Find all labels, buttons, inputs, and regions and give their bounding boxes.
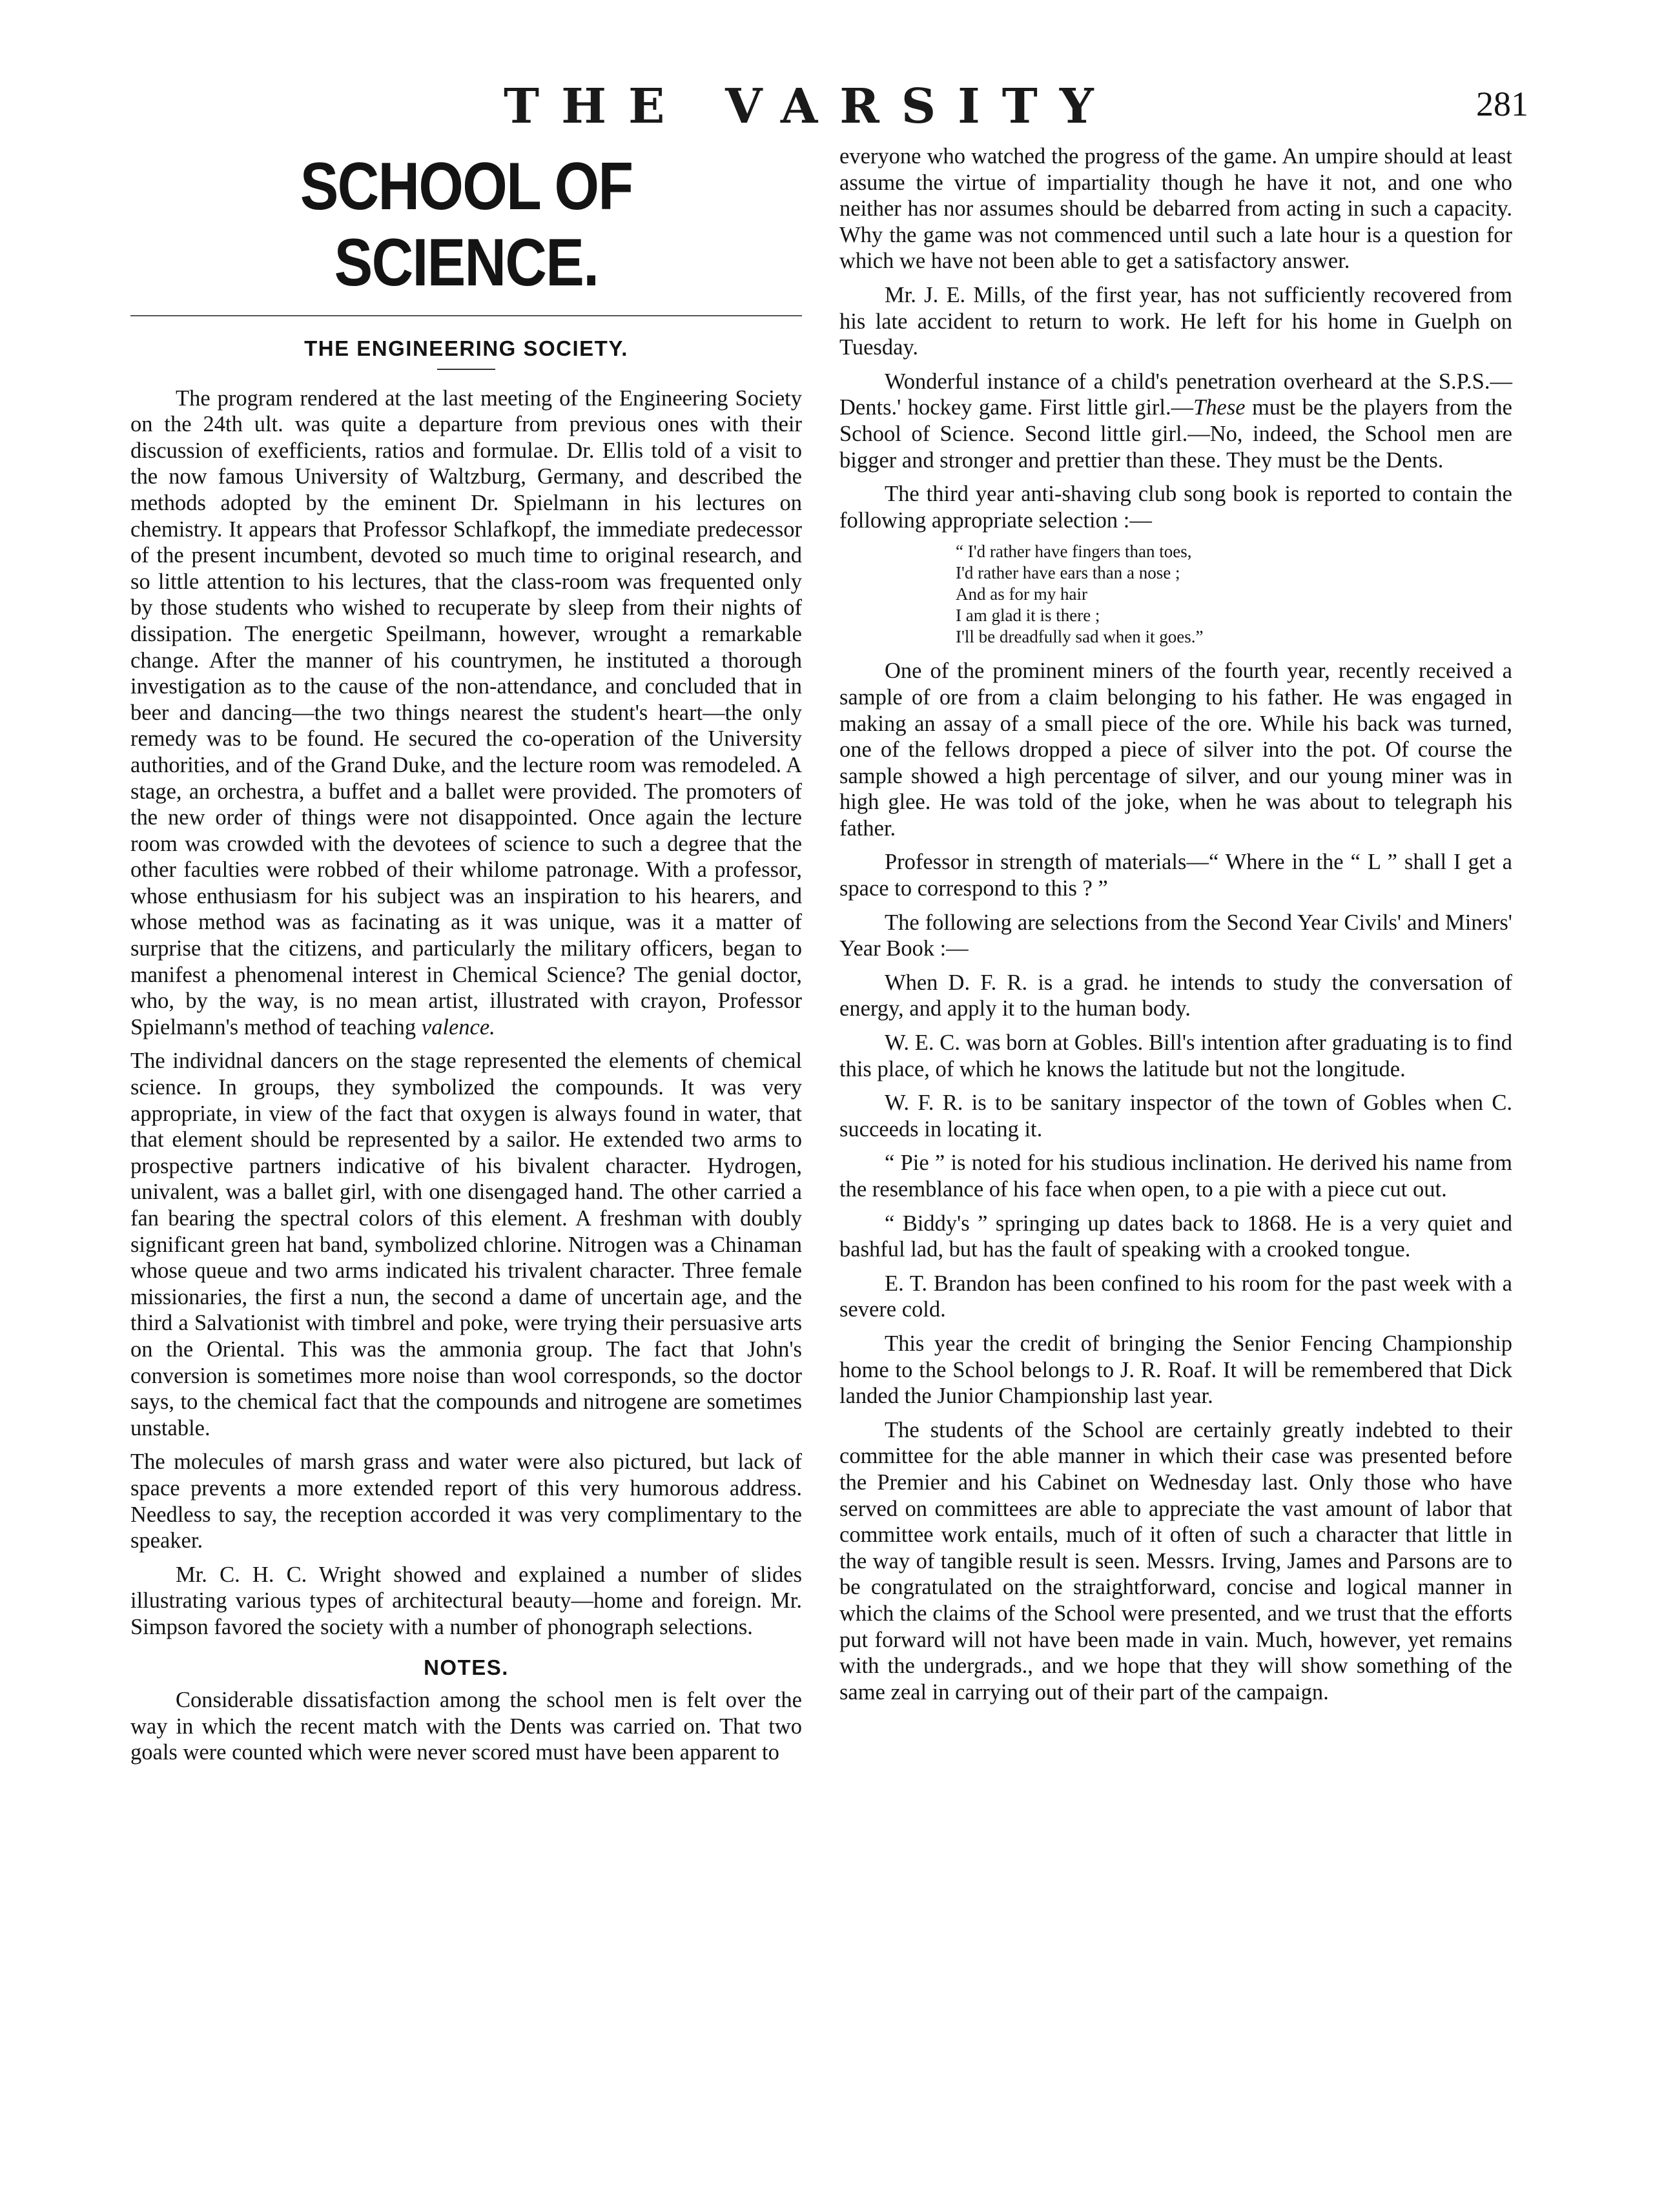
right-column [839, 143, 1512, 1713]
note-paragraph: This year the credit of bringing the Senior Fencing Championship home to the School belongs to J. R. Roaf. It will be remembered that Dick landed the Junior Championship last year. [839, 1331, 1512, 1409]
poem [956, 541, 1512, 648]
page-number: 281 [1476, 85, 1528, 123]
notes-paragraph: Considerable dissatisfaction among the school men is felt over the way in which the recent match with the Dents was carried on. That two goals were counted which were never scored must have been apparent to [130, 1688, 802, 1765]
poem-line: I'll be dreadfully sad when it goes.” [956, 627, 1204, 647]
left-column [130, 143, 802, 1774]
valence-word: valence. [421, 1014, 495, 1039]
article-paragraph [130, 385, 802, 1041]
paragraph-text: The program rendered at the last meeting of the Engineering Society on the 24th ult. was quite a departure from previous ones with their discussion of exefficients, ratios and formulae. Dr. Ellis told of a visit to the now famous University of Waltzburg, Germany, and described the methods adopted by the eminent Dr. Spielmann in his lectures on chemistry. It appears that Professor Schlafkopf, the immediate predecessor of the present incumbent, devoted so much time to original research, and so little attention to his lectures, that the class-room was frequented only by those students who wished to recuperate by sleep from their nights of dissipation. The energetic Speilmann, however, wrought a remarkable change. After the manner of his countrymen, he instituted a thorough investigation as to the cause of the non-attendance, and concluded that in beer and dancing—the two things nearest the student's heart—the only remedy was to be found. He secured the co-operation of the University authorities, and of the Grand Duke, and the lecture room was remodeled. A stage, an orchestra, a buffet and a ballet were provided. The promoters of the new order of things were not disappointed. Once again the lecture room was crowded with the devotees of science to such a degree that the other faculties were robbed of their whilome patronage. With a professor, whose enthusiasm for his subject was an inspiration to his hearers, and whose method was as facinating as it was unique, was it a matter of surprise that the citizens, and particularly the military officers, began to manifest a phenomenal interest in Chemical Science? The genial doctor, who, by the way, is no mean artist, illustrated with crayon, Professor Spielmann's method of teaching [130, 385, 802, 1039]
note-paragraph: The following are selections from the Second Year Civils' and Miners' Year Book :— [839, 910, 1512, 961]
note-paragraph: W. E. C. was born at Gobles. Bill's intention after graduating is to find this place, of which he knows the latitude but not the longitude. [839, 1030, 1512, 1081]
poem-line: I'd rather have ears than a nose ; [956, 563, 1180, 583]
note-paragraph: When D. F. R. is a grad. he intends to study the conversation of energy, and apply it to the human body. [839, 970, 1512, 1021]
heading-rule [437, 369, 495, 370]
newspaper-title: THE VARSITY [504, 79, 1116, 134]
note-paragraph: One of the prominent miners of the fourth year, recently received a sample of ore from a claim belonging to his father. He was engaged in making an assay of a small piece of the ore. While his back was turned, one of the fellows dropped a piece of silver into the pot. Of course the sample showed a high percentage of silver, and our young miner was in high glee. He was told of the joke, when he was about to telegraph his father. [839, 659, 1512, 841]
article-paragraph: The molecules of marsh grass and water were also pictured, but lack of space prevents a more extended report of this very humorous address. Needless to say, the reception accorded it was very complimentary to the speaker. [130, 1449, 802, 1553]
poem-line: And as for my hair [956, 584, 1087, 604]
note-paragraph: The students of the School are certainly greatly indebted to their committee for the able manner in which their case was presented before the Premier and his Cabinet on Wednesday last. Only those who have served on committees are able to appreciate the vast amount of labor that committee work entails, much of it often of such a character that little in the way of tangible result is seen. Messrs. Irving, James and Parsons are to be congratulated on the straightforward, concise and logical manner in which the claims of the School were presented, and we trust that the efforts put forward will not have been made in vain. Much, however, yet remains with the undergrads., and we hope that they will show something of the same zeal in carrying out of their part of the campaign. [839, 1417, 1512, 1705]
engineering-society-heading: THE ENGINEERING SOCIETY. [304, 336, 628, 360]
note-paragraph: W. F. R. is to be sanitary inspector of the town of Gobles when C. succeeds in locating it. [839, 1091, 1512, 1142]
note-paragraph: Mr. J. E. Mills, of the first year, has not sufficiently recovered from his late accident to return to work. He left for his home in Guelph on Tuesday. [839, 282, 1512, 360]
note-paragraph: E. T. Brandon has been confined to his room for the past week with a severe cold. [839, 1271, 1512, 1322]
poem-line: “ I'd rather have fingers than toes, [956, 542, 1192, 562]
poem-line: I am glad it is there ; [956, 606, 1100, 626]
song-intro: The third year anti-shaving club song book is reported to contain the following appropriate selection :— [839, 482, 1512, 533]
note-paragraph: “ Pie ” is noted for his studious inclination. He derived his name from the resemblance of his face when open, to a pie with a piece cut out. [839, 1151, 1512, 1202]
note-paragraph: Professor in strength of materials—“ Where in the “ L ” shall I get a space to correspond to this ? ” [839, 850, 1512, 901]
note-paragraph: “ Biddy's ” springing up dates back to 1868. He is a very quiet and bashful lad, but has the fault of speaking with a crooked tongue. [839, 1211, 1512, 1262]
note-paragraph [839, 369, 1512, 473]
section-title: SCHOOL OF SCIENCE. [300, 149, 633, 300]
masthead [0, 71, 1664, 134]
continuation-paragraph: everyone who watched the progress of the game. An umpire should at least assume the virtue of impartiality though he have it not, and one who neither has nor assumes should be debarred from acting in such a capacity. Why the game was not commenced until such a late hour is a question for which we have not been able to get a satisfactory answer. [839, 144, 1512, 274]
title-rule [130, 315, 802, 316]
paragraph-text: must be the players from the School of Science. Second little girl.—No, indeed, the School men are bigger and stronger and prettier than these. They must be the Dents. [839, 395, 1512, 473]
paragraph-text: Wonderful instance of a child's penetration overheard at the S.P.S.—Dents.' hockey game. First little girl.— [839, 369, 1512, 420]
emphasis-word: These [1193, 395, 1246, 420]
article-paragraph: Mr. C. H. C. Wright showed and explained a number of slides illustrating various types of architectural beauty—home and foreign. Mr. Simpson favored the society with a number of phonograph selections. [130, 1562, 802, 1639]
article-paragraph: The individnal dancers on the stage represented the elements of chemical science. In groups, they symbolized the compounds. It was very appropriate, in view of the fact that oxygen is always found in water, that that element should be represented by a sailor. He extended two arms to prospective partners indicative of his bivalent character. Hydrogen, univalent, was a ballet girl, with one disengaged hand. The other carried a fan bearing the spectral colors of this element. A freshman with doubly significant green hat band, symbolized chlorine. Nitrogen was a Chinaman whose queue and two arms indicated his trivalent character. Three female missionaries, the first a nun, the second a dame of uncertain age, and the third a Salvationist with timbrel and poke, were trying their persuasive arts on the Oriental. This was the ammonia group. The fact that John's conversion is sometimes more noise than wool corresponds, so the doctor says, to the chemical fact that the compounds and nitrogene are sometimes unstable. [130, 1049, 802, 1440]
notes-heading: NOTES. [424, 1655, 509, 1679]
